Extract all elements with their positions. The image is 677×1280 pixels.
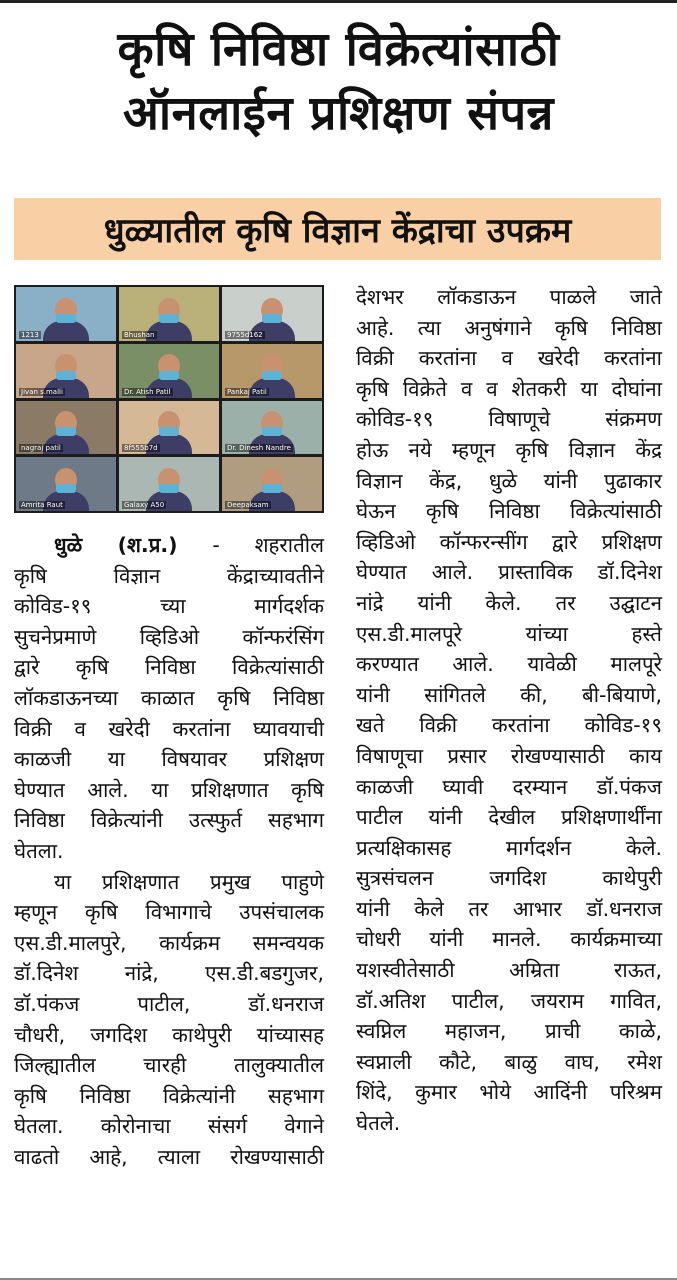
participant-mask xyxy=(262,371,282,380)
participant-name: Galaxy A50 xyxy=(124,501,165,509)
participant-mask xyxy=(56,427,76,436)
video-tile xyxy=(222,344,322,398)
text-line: लॉकडाऊनच्या काळात कृषि निविष्ठा xyxy=(14,685,324,710)
participant-body xyxy=(43,321,89,341)
participant-name: Dr. Dinesh Nandre xyxy=(227,444,291,453)
headline-line-1: कृषि निविष्ठा विक्रेत्यांसाठी xyxy=(117,22,560,77)
text-line: शिंदे, कुमार भोये आदिंनी परिश्रम xyxy=(356,1080,662,1105)
text-line: विक्री करतांना व खरेदी करतांना xyxy=(356,346,662,371)
participant-mask xyxy=(56,314,76,323)
participant-name: Amrita Raut xyxy=(21,501,63,509)
video-tile xyxy=(119,344,219,398)
video-tile xyxy=(119,401,219,455)
participant-name: Pankaj Patil xyxy=(227,387,267,396)
subheadline: धुळ्यातील कृषि विज्ञान केंद्राचा उपक्रम xyxy=(103,211,572,251)
text-line: यशस्वीतेसाठी अम्रिता राऊत, xyxy=(356,958,662,983)
text-line: एस.डी.मालपूरे यांच्या हस्ते xyxy=(356,621,662,646)
video-tile xyxy=(16,287,116,341)
text-line: म्हणून कृषि विभागाचे उपसंचालक xyxy=(14,900,324,925)
participant-name: nagraj patil xyxy=(21,444,61,453)
headline-line-2: ऑनलाईन प्रशिक्षण संपन्न xyxy=(123,86,554,141)
text-line: घेतला. xyxy=(14,838,64,863)
text-line: चोधरी यांनी मानले. कार्यक्रमाच्या xyxy=(356,927,662,952)
text-line: डॉ.अतिश पाटील, जयराम गावित, xyxy=(356,988,662,1013)
text-line: विक्री व खरेदी करतांना घ्यावयाची xyxy=(14,716,324,741)
right-column xyxy=(356,282,662,1139)
participant-name: 1213 xyxy=(21,330,39,339)
video-tile xyxy=(16,401,116,455)
text-line: कृषि विज्ञान केंद्राच्यावतीने xyxy=(14,563,324,588)
text-line: घेतले. xyxy=(356,1111,401,1136)
text-line: विज्ञान केंद्र, धुळे यांनी पुढाकार xyxy=(356,468,662,493)
text-line: घेण्यात आले. प्रास्ताविक डॉ.दिनेश xyxy=(356,560,662,585)
text-line: विषाणूचा प्रसार रोखण्यासाठी काय xyxy=(356,743,662,768)
participant-mask xyxy=(159,371,179,380)
text-line: वाढतो आहे, त्याला रोखण्यासाठी xyxy=(14,1144,324,1169)
participant-name: Dr. Atish Patil xyxy=(124,387,171,396)
participant-name: 9755d162 xyxy=(227,330,263,339)
video-tile xyxy=(16,457,116,511)
participant-mask xyxy=(262,484,282,493)
text-line: यांनी सांगितले की, बी-बियाणे, xyxy=(356,682,662,707)
video-tile xyxy=(222,401,322,455)
text-line: घेण्यात आले. या प्रशिक्षणात कृषि xyxy=(14,777,324,802)
video-tile xyxy=(119,287,219,341)
text-line: काळजी या विषयावर प्रशिक्षण xyxy=(14,747,324,772)
text-line: कृषि निविष्ठा विक्रेत्यांनी सहभाग xyxy=(14,1083,324,1108)
text-line: जिल्ह्यातील चारही तालुक्यातील xyxy=(14,1053,324,1078)
text-line: घेऊन कृषि निविष्ठा विक्रेत्यांसाठी xyxy=(356,499,662,524)
text-line: स्वप्निल महाजन, प्राची काळे, xyxy=(356,1019,662,1044)
participant-mask xyxy=(56,371,76,380)
text-line: स्वप्नाली कौटे, बाळु वाघ, रमेश xyxy=(356,1049,662,1074)
text-line: सुत्रसंचलन जगदिश काथेपुरी xyxy=(356,866,662,891)
text-line: निविष्ठा विक्रेत्यांनी उत्स्फुर्त सहभाग xyxy=(14,808,324,833)
participant-name: 8f555b7d xyxy=(124,444,158,453)
left-column xyxy=(14,530,324,1172)
text-line: काळजी घ्यावी दरम्यान डॉ.पंकज xyxy=(356,774,662,799)
text-line: घेतला. कोरोनाचा संसर्ग वेगाने xyxy=(14,1114,324,1139)
text-span: - शहरातील xyxy=(177,533,324,557)
participant-name: Jivan s.malli xyxy=(21,387,63,396)
video-tile xyxy=(119,457,219,511)
text-line: सुचनेप्रमाणे व्हिडिओ कॉन्फरंसिंग xyxy=(14,624,324,649)
text-line: यांनी केले तर आभार डॉ.धनराज xyxy=(356,896,662,921)
participant-mask xyxy=(56,484,76,493)
participant-mask xyxy=(159,427,179,436)
text-line: नांद्रे यांनी केले. तर उद्घाटन xyxy=(356,590,662,615)
text-line: एस.डी.मालपुरे, कार्यक्रम समन्वयक xyxy=(14,930,324,955)
video-tile xyxy=(16,344,116,398)
text-line: कोविड-१९ विषाणूचे संक्रमण xyxy=(356,407,662,432)
dateline-line xyxy=(14,530,324,561)
text-line: करण्यात आले. यावेळी मालपूरे xyxy=(356,652,662,677)
text-line: कृषि विक्रेते व व शेतकरी या दोघांना xyxy=(356,376,662,401)
text-line: पाटील यांनी देखील प्रशिक्षणार्थींना xyxy=(356,805,662,830)
text-line: होऊ नये म्हणून कृषि विज्ञान केंद्र xyxy=(356,437,662,462)
video-conference-photo xyxy=(14,285,324,513)
text-line: कोविड-१९ च्या मार्गदर्शक xyxy=(14,594,324,619)
text-line: डॉ.पंकज पाटील, डॉ.धनराज xyxy=(14,991,324,1016)
text-line: चौधरी, जगदिश काथेपुरी यांच्यासह xyxy=(14,1022,324,1047)
text-line: देशभर लॉकडाऊन पाळले जाते xyxy=(356,285,662,309)
video-tile xyxy=(222,287,322,341)
participant-mask xyxy=(262,314,282,323)
video-tile xyxy=(222,457,322,511)
top-rule xyxy=(0,0,677,3)
headline xyxy=(0,18,677,146)
participant-mask xyxy=(159,314,179,323)
text-line: द्वारे कृषि निविष्ठा विक्रेत्यांसाठी xyxy=(14,655,324,680)
text-line: व्हिडिओ कॉन्फरन्सींग द्वारे प्रशिक्षण xyxy=(356,529,662,554)
dateline: धुळे (श.प्र.) xyxy=(54,533,178,557)
text-line: प्रत्यक्षिकासह मार्गदर्शन केले. xyxy=(356,835,662,860)
text-line: डॉ.दिनेश नांद्रे, एस.डी.बडगुजर, xyxy=(14,961,324,986)
text-line: या प्रशिक्षणात प्रमुख पाहुणे xyxy=(54,869,324,894)
text-line: आहे. त्या अनुषंगाने कृषि निविष्ठा xyxy=(356,315,662,340)
text-line: खते विक्री करतांना कोविड-१९ xyxy=(356,713,662,738)
participant-mask xyxy=(262,427,282,436)
subheadline-band xyxy=(14,198,661,260)
participant-mask xyxy=(159,484,179,493)
participant-name: Bhushan xyxy=(124,330,155,339)
participant-name: Deepaksam xyxy=(227,501,269,509)
